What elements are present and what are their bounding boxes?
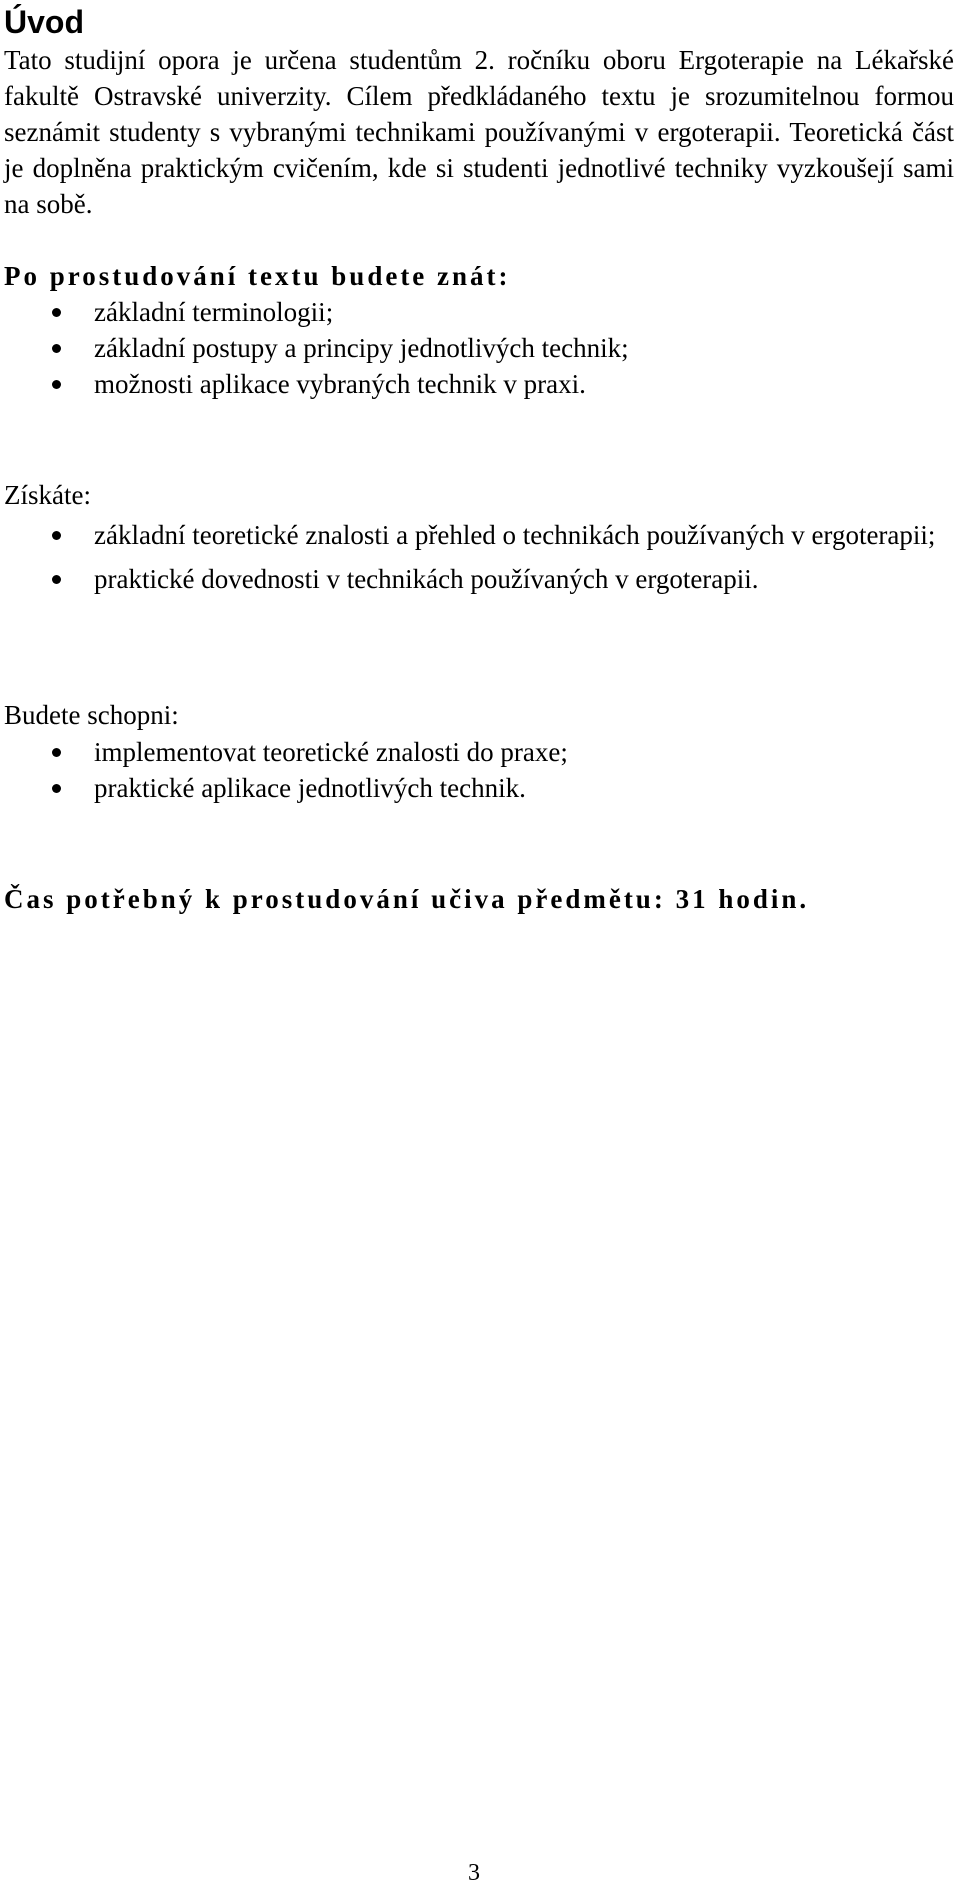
list-item xyxy=(0,561,958,597)
list-item xyxy=(0,517,958,553)
bullet-icon xyxy=(52,531,61,540)
list-item xyxy=(0,366,958,402)
bullet-icon xyxy=(52,308,61,317)
intro-paragraph: Tato studijní opora je určena studentům 2. ročníku oboru Ergoterapie na Lékařské fakultě Ostravské univerzity. Cílem předkládaného textu je srozumitelnou formou seznámit studenty s vybranými technikami používanými v ergoterapii. Teoretická část je doplněna praktickým cvičením, kde si studenti jednotlivé techniky vyzkoušejí sami na sobě. xyxy=(4,45,954,219)
gain-list xyxy=(0,517,958,597)
list-item xyxy=(0,294,958,330)
list-item xyxy=(0,770,958,806)
bullet-icon xyxy=(52,575,61,584)
know-list xyxy=(0,294,958,402)
list-item-text: implementovat teoretické znalosti do praxe; xyxy=(94,737,568,767)
list-item xyxy=(0,330,958,366)
list-item-text: praktické aplikace jednotlivých technik. xyxy=(94,773,526,803)
list-item-text: základní terminologii; xyxy=(94,297,334,327)
list-item-text: možnosti aplikace vybraných technik v praxi. xyxy=(94,369,586,399)
bullet-icon xyxy=(52,748,61,757)
able-list xyxy=(0,734,958,806)
list-item-text: základní teoretické znalosti a přehled o technikách používaných v ergoterapii; xyxy=(94,520,936,550)
time-required: Čas potřebný k prostudování učiva předmětu: 31 hodin. xyxy=(4,884,810,914)
bullet-icon xyxy=(52,784,61,793)
list-item xyxy=(0,734,958,770)
list-item-text: praktické dovednosti v technikách používaných v ergoterapii. xyxy=(94,564,759,594)
bullet-icon xyxy=(52,344,61,353)
section-title-know: Po prostudování textu budete znát: xyxy=(4,261,511,291)
page-title: Úvod xyxy=(4,4,84,40)
section-title-able: Budete schopni: xyxy=(4,700,179,730)
page-number: 3 xyxy=(468,1860,480,1886)
list-item-text: základní postupy a principy jednotlivých technik; xyxy=(94,333,629,363)
bullet-icon xyxy=(52,380,61,389)
section-title-gain: Získáte: xyxy=(4,480,91,510)
